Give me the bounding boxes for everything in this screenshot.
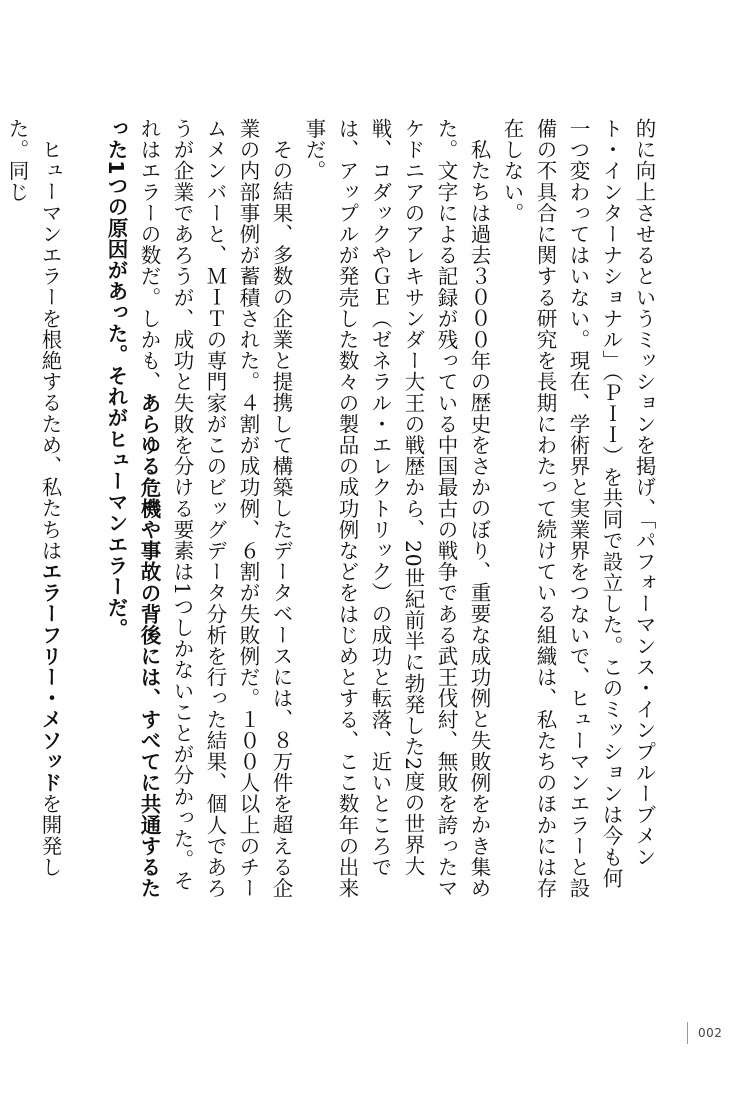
paragraph-text: 私たちは過去３０００年の歴史をさかのぼり、重要な成功例と失敗例をかき集めた。文字による記録が残っている中国最古の戦争である武王伐紂、無敗を誇ったマケドニアのアレキサンダー大王の戦歴から、20世紀前半に勃発した2度の世界大戦、コダックやＧＥ（ゼネラル・エレクトリック）の成功と転落、近いところでは、アップルが発売した数々の製品の成功例などをはじめとする、ここ数年の出来事だ。	[302, 118, 491, 899]
paragraph-text: 的に向上させるというミッションを掲げ、「パフォーマンス・インプルーブメント・インターナショナル」（ＰＩＩ）を共同で設立した。このミッションは今も何一つ変わってはいない。現在、学術界と実業界をつないで、ヒューマンエラーと設備の不具合に関する研究を長期にわたって続けている組織は、私たちのほかには存在しない。	[500, 118, 656, 899]
paragraph-text: その結果、多数の企業と提携して構築したデータベースには、８万件を超える企業の内部事例が蓄積された。４割が成功例、６割が失敗例だ。１００人以上のチームメンバーと、ＭＩＴの専門家がこのビッグデータ分析を行った結果、個人であろうが企業であろうが、成功と失敗を分ける要素は1つしかないことが分かった。それはエラーの数だ。しかも、	[137, 118, 293, 899]
paragraph-text: を開発した。同じ	[5, 118, 62, 878]
paragraph-results	[99, 118, 297, 908]
page-number: 002	[698, 1026, 723, 1040]
page-number-block	[687, 1022, 722, 1044]
vertical-text-body	[5, 118, 660, 908]
paragraph-method	[0, 118, 66, 908]
paragraph-history	[297, 118, 495, 908]
paragraph-emphasis: あらゆる危機や事故の背後には、すべてに共通するたった1つの原因があった。それがヒューマンエラーだ。	[104, 118, 161, 899]
paragraph-text: ヒューマンエラーを根絶するため、私たちは	[38, 138, 62, 561]
method-name: エラーフリー・メソッド	[38, 560, 62, 793]
paragraph-mission	[495, 118, 660, 908]
